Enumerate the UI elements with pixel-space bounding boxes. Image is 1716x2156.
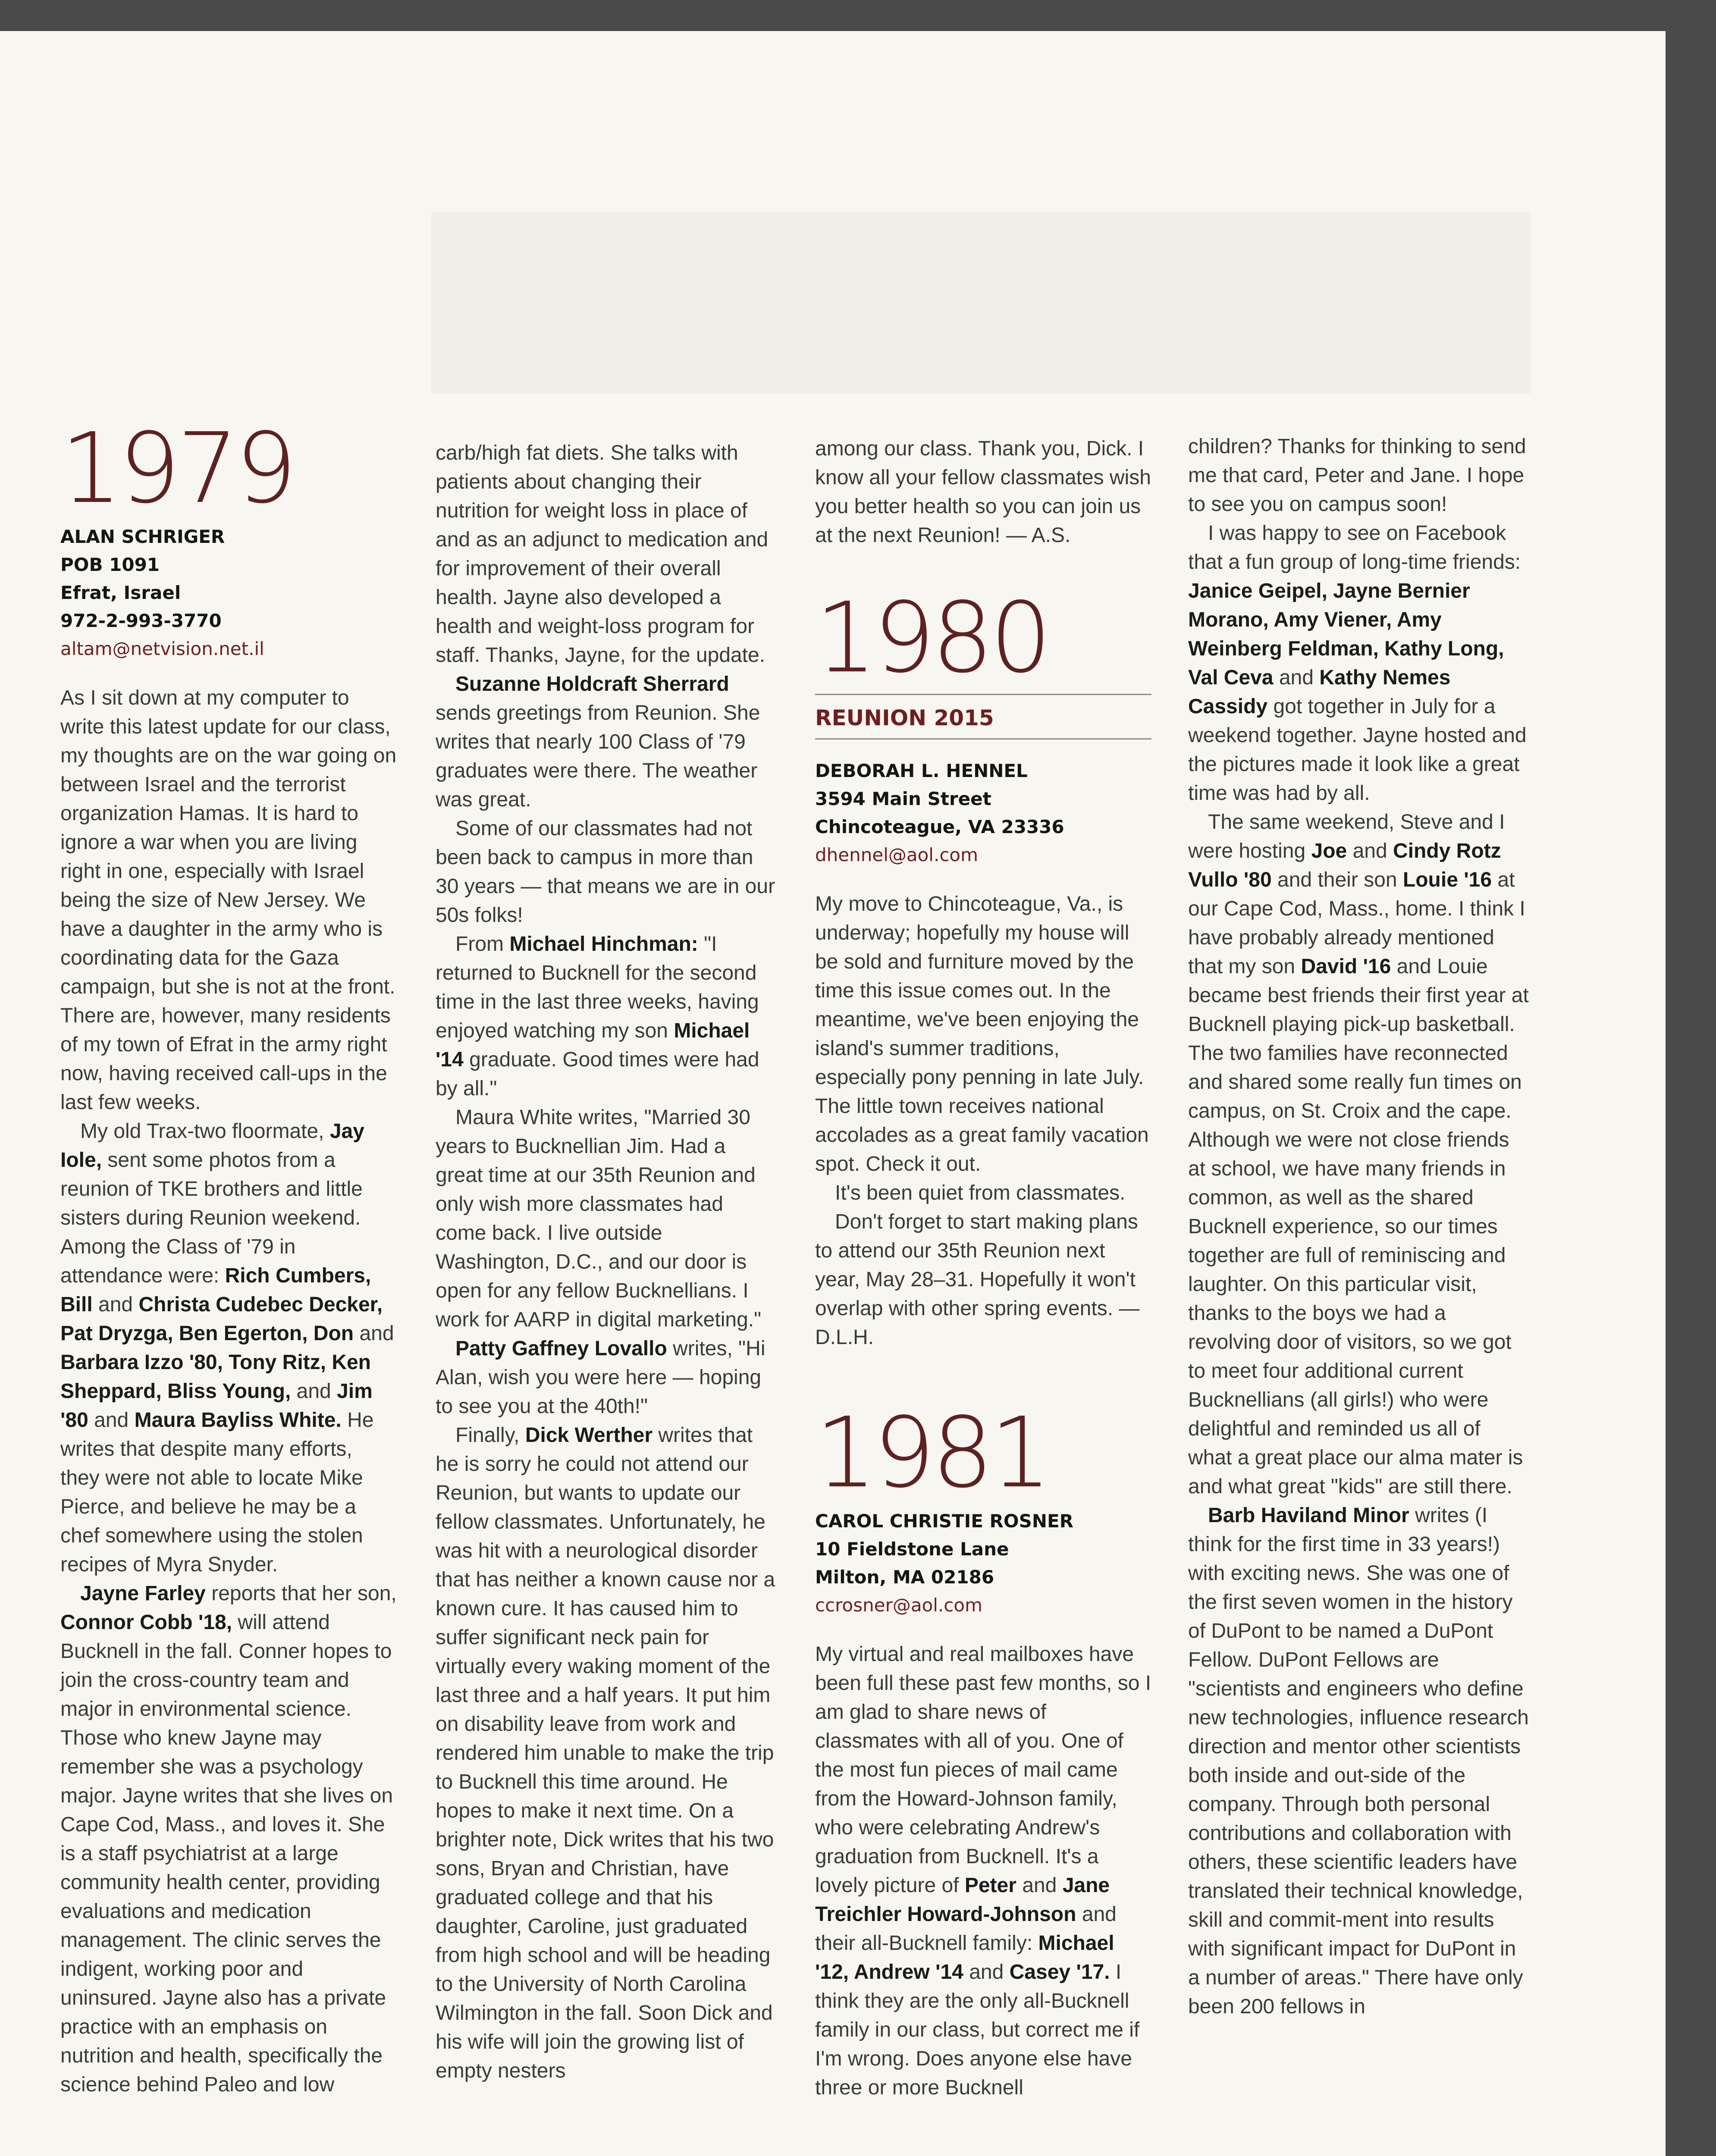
contact-block-1980 — [815, 757, 1151, 869]
paragraph: My virtual and real mailboxes have been full these past few months, so I am glad to share news of classmates with all of you. One of the most fun pieces of mail came from the Howard-Johnson family, who were celebrating Andrew's graduation from Bucknell. It's a lovely picture of Peter and Jane Treichler Howard-Johnson and their all-Bucknell family: Michael '12, Andrew '14 and Casey '17. I think they are the only all-Bucknell family in our class, but correct me if I'm wrong. Does anyone else have three or more Bucknell — [815, 1643, 1151, 2099]
class-year-heading-1980: 1980 — [815, 582, 1048, 695]
address-line-2: Efrat, Israel — [60, 582, 181, 603]
correspondent-name: ALAN SCHRIGER — [60, 526, 225, 547]
paragraph: Don't forget to start making plans to attend our 35th Reunion next year, May 28–31. Hopefully it won't overlap with other spring events. — D.L.H. — [815, 1210, 1140, 1349]
paragraph: From Michael Hinchman: "I returned to Bucknell for the second time in the last three weeks, having enjoyed watching my son Michael '14 graduate. Good times were had by all." — [436, 933, 759, 1100]
address-line-2: Chincoteague, VA 23336 — [815, 816, 1064, 837]
paragraph: Barb Haviland Minor writes (I think for the first time in 33 years!) with exciting news. She was one of the first seven women in the history of DuPont to be named a DuPont Fellow. DuPont Fellows are "scientists and engineers who define new technologies, influence research direction and mentor other scientists both inside and out-side of the company. Through both personal contributions and collaboration with others, these scientific leaders have translated their technical knowledge, skill and commit-ment into results with significant impact for DuPont in a number of areas." There have only been 200 fellows in — [1188, 1504, 1529, 2018]
paragraph: carb/high fat diets. She talks with patients about changing their nutrition for weight loss in place of and as an adjunct to medication and for improvement of their overall health. Jayne also developed a health and weight-loss program for staff. Thanks, Jayne, for the update. — [436, 442, 769, 667]
column-4 — [1188, 432, 1529, 2021]
paragraph: Maura White writes, "Married 30 years to Bucknellian Jim. Had a great time at our 35th Reunion and only wish more classmates had come back. I live outside Washington, D.C., and our door is open for any fellow Bucknellians. I work for AARP in digital marketing." — [436, 1106, 762, 1331]
column-1 — [60, 412, 397, 2099]
phone-number: 972-2-993-3770 — [60, 610, 222, 631]
correspondent-name: DEBORAH L. HENNEL — [815, 760, 1028, 781]
paragraph: The same weekend, Steve and I were hosting Joe and Cindy Rotz Vullo '80 and their son Louie '16 at our Cape Cod, Mass., home. I think I have probably already mentioned that my son David '16 and Louie became best friends their first year at Bucknell playing pick-up basketball. The two families have reconnected and shared some really fun times on campus, on St. Croix and the cape. Although we were not close friends at school, we have many friends in common, as well as the shared Bucknell experience, so our times together are full of reminiscing and laughter. On this particular visit, thanks to the boys we had a revolving door of visitors, so we got to meet four additional current Bucknellians (all girls!) who were delightful and reminded us all of what a great place our alma mater is and what great "kids" are still there. — [1188, 811, 1529, 1498]
paragraph: It's been quiet from classmates. — [835, 1181, 1126, 1204]
contact-block-1981 — [815, 1507, 1151, 1619]
contact-block-1979 — [60, 523, 397, 663]
paragraph: Some of our classmates had not been back to campus in more than 30 years — that means we are in our 50s folks! — [436, 817, 775, 927]
paragraph: Patty Gaffney Lovallo writes, "Hi Alan, wish you were here — hoping to see you at the 40th!" — [436, 1337, 765, 1418]
paragraph: Finally, Dick Werther writes that he is sorry he could not attend our Reunion, but wants to update our fellow classmates. Unfortunately, he was hit with a neurological disorder that has neither a known cause nor a known cure. It has caused him to suffer significant neck pain for virtually every waking moment of the last three and a half years. It put him on disability leave from work and rendered him unable to make the trip to Bucknell this time around. He hopes to make it next time. On a brighter note, Dick writes that his two sons, Bryan and Christian, have graduated college and that his daughter, Caroline, just graduated from high school and will be heading to the University of North Carolina Wilmington in the fall. Soon Dick and his wife will join the growing list of empty nesters — [436, 1424, 775, 2082]
class-year-heading-1979: 1979 — [60, 412, 294, 525]
column-2 — [436, 439, 776, 2085]
magazine-page — [0, 31, 1666, 2156]
address-line-1: POB 1091 — [60, 554, 160, 575]
email-link[interactable]: dhennel@aol.com — [815, 844, 979, 865]
paragraph: Suzanne Holdcraft Sherrard sends greetings from Reunion. She writes that nearly 100 Class of '79 graduates were there. The weather was great. — [436, 673, 760, 811]
address-line-2: Milton, MA 02186 — [815, 1567, 994, 1588]
correspondent-name: CAROL CHRISTIE ROSNER — [815, 1510, 1074, 1532]
paragraph: among our class. Thank you, Dick. I know all your fellow classmates wish you better health so you can join us at the next Reunion! — A.S. — [815, 437, 1151, 547]
address-line-1: 3594 Main Street — [815, 788, 991, 809]
paragraph: I was happy to see on Facebook that a fun group of long-time friends: Janice Geipel, Jayne Bernier Morano, Amy Viener, Amy Weinberg Feldman, Kathy Long, Val Ceva and Kathy Nemes Cassidy got together in July for a weekend together. Jayne hosted and the pictures made it look like a great time was had by all. — [1188, 522, 1527, 805]
email-link[interactable]: ccrosner@aol.com — [815, 1595, 982, 1616]
reunion-banner: REUNION 2015 — [815, 694, 1151, 740]
paragraph: children? Thanks for thinking to send me that card, Peter and Jane. I hope to see you on campus soon! — [1188, 435, 1526, 516]
paragraph: As I sit down at my computer to write this latest update for our class, my thoughts are on the war going on between Israel and the terrorist organization Hamas. It is hard to ignore a war when you are living right in one, especially with Israel being the size of New Jersey. We have a daughter in the army who is coordinating data for the Gaza campaign, but she is not at the front. There are, however, many residents of my town of Efrat in the army right now, having received call-ups in the last few weeks. — [60, 686, 397, 1114]
bleed-through-shadow — [431, 212, 1531, 393]
address-line-1: 10 Fieldstone Lane — [815, 1539, 1009, 1560]
email-link[interactable]: altam@netvision.net.il — [60, 638, 264, 659]
column-3 — [815, 434, 1151, 2102]
paragraph: Jayne Farley reports that her son, Connor Cobb '18, will attend Bucknell in the fall. Conner hopes to join the cross-country team and major in environmental science. Those who knew Jayne may remember she was a psychology major. Jayne writes that she lives on Cape Cod, Mass., and loves it. She is a staff psychiatrist at a large community health center, providing evaluations and medication management. The clinic serves the indigent, working poor and uninsured. Jayne also has a private practice with an emphasis on nutrition and health, specifically the science behind Paleo and low — [60, 1582, 397, 2096]
paragraph: My old Trax-two floormate, Jay Iole, sent some photos from a reunion of TKE brothers and little sisters during Reunion weekend. Among the Class of '79 in attendance were: Rich Cumbers, Bill and Christa Cudebec Decker, Pat Dryzga, Ben Egerton, Don and Barbara Izzo '80, Tony Ritz, Ken Sheppard, Bliss Young, and Jim '80 and Maura Bayliss White. He writes that despite many efforts, they were not able to locate Mike Pierce, and believe he may be a chef somewhere using the stolen recipes of Myra Snyder. — [60, 1120, 394, 1576]
paragraph: My move to Chincoteague, Va., is underway; hopefully my house will be sold and furniture moved by the time this issue comes out. In the meantime, we've been enjoying the island's summer traditions, especially pony penning in late July. The little town receives national accolades as a great family vacation spot. Check it out. — [815, 893, 1149, 1175]
class-year-heading-1981: 1981 — [815, 1397, 1048, 1510]
